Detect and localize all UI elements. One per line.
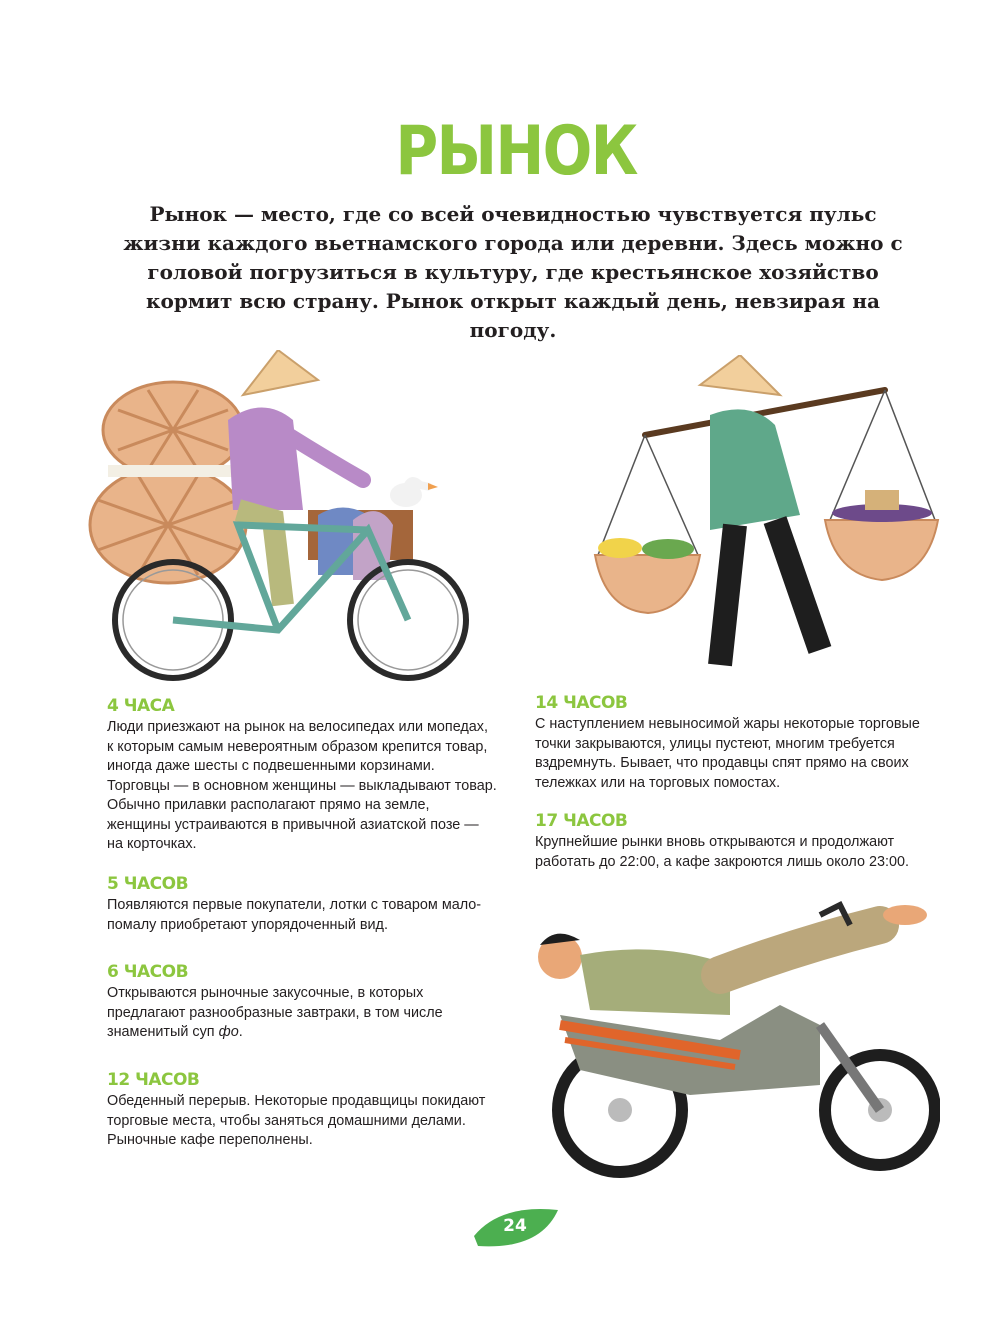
time-heading: 4 ЧАСА [107,696,175,716]
page-number: 24 [503,1216,527,1236]
intro-paragraph: Рынок — место, где со всей очевидностью чувствуется пульс жизни каждого вьетнамского города или деревни. Здесь можно с головой погрузиться в культуру, где крестьянское хозяйство кормит всю страну. Рынок открыт каждый день, невзирая на погоду. [123,202,903,342]
time-heading: 6 ЧАСОВ [107,962,189,982]
time-heading: 12 ЧАСОВ [107,1070,200,1090]
time-description: Обеденный перерыв. Некоторые продавщицы покидают торговые места, чтобы заняться домашними делами. Рыночные кафе переполнены. [107,1093,486,1148]
time-heading: 14 ЧАСОВ [535,693,628,713]
man-sleeping-on-motorbike-illustration [520,885,940,1180]
time-description [107,984,497,1043]
time-heading: 17 ЧАСОВ [535,811,628,831]
time-heading: 5 ЧАСОВ [107,874,189,894]
text-part: Открываются рыночные закусочные, в которых предлагают разнообразные завтраки, в том числе знаменитый суп [107,985,443,1040]
time-block-12 [107,1070,497,1151]
page-number-leaf [470,1206,560,1252]
woman-carrying-shoulder-pole-baskets-illustration [590,355,940,675]
woman-on-bicycle-with-baskets-illustration [88,350,473,685]
text-part: . [238,1024,243,1040]
time-description: С наступлением невыносимой жары некоторые торговые точки закрываются, улицы пустеют, многим требуется вздремнуть. Бывает, что продавцы спят прямо на своих тележках или на торговых помостах. [535,716,920,791]
time-block-6 [107,962,497,1043]
time-block-4 [107,696,497,855]
time-description: Появляются первые покупатели, лотки с товаром мало-помалу приобретают упорядоченный вид. [107,897,482,933]
time-block-5 [107,874,497,935]
time-block-17 [535,811,935,872]
time-description: Крупнейшие рынки вновь открываются и продолжают работать до 22:00, а кафе закроются лишь около 23:00. [535,834,909,870]
time-block-14 [535,693,925,793]
time-description: Люди приезжают на рынок на велосипедах или мопедах, к которым самым невероятным образом крепится товар, иногда даже шесты с подвешенными корзинами. Торговцы — в основном женщины — выкладывают товар. Обычно прилавки располагают прямо на земле, женщины устраиваются в привычной азиатской позе — на корточках. [107,719,497,852]
page-title: РЫНОК [395,112,637,191]
italic-word: фо [218,1024,239,1040]
